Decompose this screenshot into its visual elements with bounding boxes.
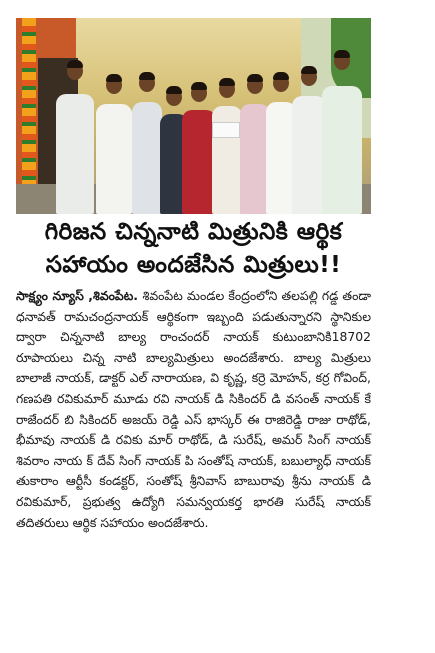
article-text: శివంపేట మండల కేంద్రంలోని తలపల్లి గడ్డ తండా ధనావత్ రామచంద్రనాయక్ ఆర్థికంగా ఇబ్బంది పడుతున్నారని స్థానికుల ద్వారా చిన్ననాటి బాల్య రాంచందర్ నాయక్ కుటుంబానికి18702 రూపాయలు చిన్న నాటి బాల్యమిత్రులు అందజేశారు. బాల్య మిత్రులు బాలాజీ నాయక్, డాక్టర్ ఎల్ నారాయణ, వి కృష్ణ, కర్రె మోహన్, కర్ర గోవింద్, గణపతి రవికుమార్ మూడు రవి నాయక్ డి సికిందర్ డి వసంత్ నాయక్ కే రాజేందర్ బి సికిందర్ అజయ్ రెడ్డి ఎస్ భాస్కర్ ఈ రాజిరెడ్డి రాజు రాథోడ్, భీమావు నాయక్ డి రవికు మార్ రాథోడ్, డి సురేష్, అమర్ సింగ్ నాయక్ శివరాం నాయ క్ దేవ్ సింగ్ నాయక్ పి సంతోష్ నాయక్, బబుల్యాధ్ నాయక్ తుకారాం ఆర్టీసీ కండక్టర్, సంతోష్ శ్రీనివాస్ బాబురావు శ్రీను నాయక్ డి రవికుమార్, ప్రభుత్వ ఉద్యోగి సమన్వయకర్త భారతి సురేష్ నాయక్ తదితరులు ఆర్థిక సహాయం అందజేశారు. [16,288,371,530]
photo-person-hair [139,72,155,80]
photo-person [292,96,326,214]
photo-person-hair [106,74,122,82]
photo-person-hair [166,86,182,94]
headline [16,216,371,282]
photo-cheque [212,122,240,138]
photo-person [56,94,94,214]
article-body [16,286,371,533]
photo-person-hair [219,78,235,86]
photo-person [96,104,132,214]
photo-person [132,102,162,214]
photo-person-hair [334,50,350,58]
headline-line-2: సహాయం అందజేసిన మిత్రులు!! [45,252,342,278]
photo-person-hair [273,72,289,80]
photo-person [322,86,362,214]
article-dateline: సాక్ష్యం న్యూస్ ,శివంపేట. [16,288,143,303]
photo-person [182,110,216,214]
photo-person-hair [191,82,207,90]
headline-line-1: గిరిజన చిన్ననాటి మిత్రునికి ఆర్థిక [44,219,343,245]
photo-person-hair [301,66,317,74]
news-photo [16,18,371,214]
photo-person-hair [247,74,263,82]
photo-person-hair [67,60,83,68]
